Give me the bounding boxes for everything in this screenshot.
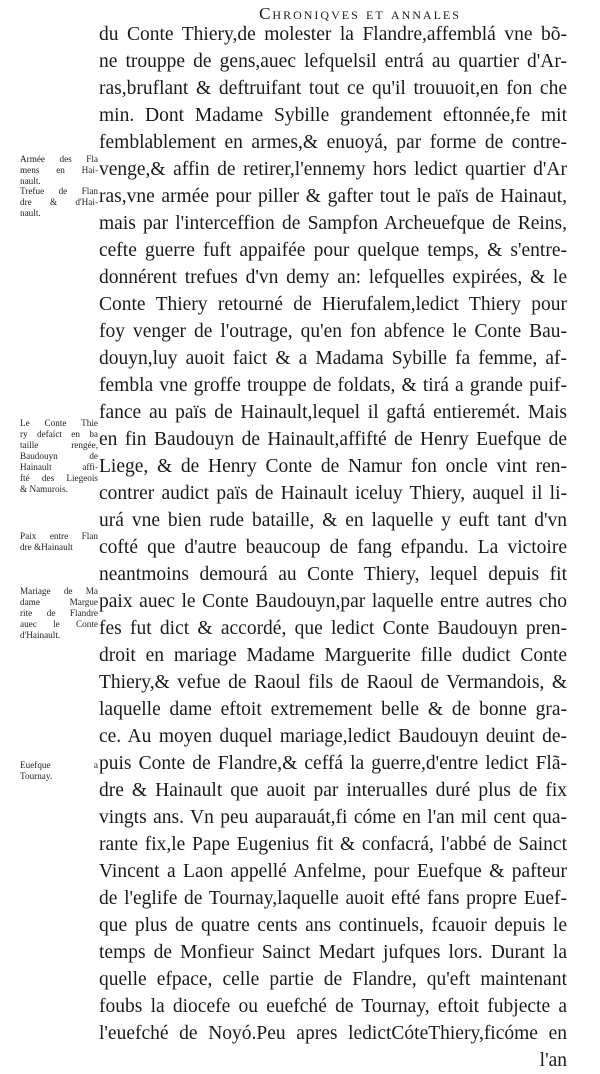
text-line: neantmoins demourá au Conte Thiery, lequel depuis fit: [99, 564, 567, 585]
text-line: ce. Au moyen duquel mariage,ledict Baudouyn deuint de-: [99, 726, 567, 747]
text-line: donnérent trefues d'vn demy an: lefquelles expirées, & le: [99, 267, 567, 288]
margin-note-line: fté des Liegeois: [20, 473, 98, 483]
text-line: cofté que d'autre beaucoup de fang efpandu. La victoire: [99, 537, 567, 558]
text-line: fes fut dict & accordé, que ledict Conte Baudouyn pren-: [99, 618, 567, 639]
text-line: vingts ans. Vn peu auparauát,fi cóme en l'an mil cent qua-: [99, 807, 567, 828]
margin-note-line: Mariage de Ma: [20, 586, 98, 596]
text-line: mais par l'interceffion de Sampfon Archeuefque de Reins,: [99, 213, 567, 234]
text-line: foubs la diocefe ou euefché de Tournay, eftoit fubjecte a: [99, 996, 567, 1017]
margin-note: [20, 760, 98, 782]
margin-note-line: mens en Hai-: [20, 165, 98, 175]
running-title: Chroniqves et annales: [259, 4, 461, 23]
text-line: ras,vne armée pour piller & gafter tout le païs de Hainaut,: [99, 186, 567, 207]
text-line: de l'eglife de Tournay,laquelle auoit efté fans propre Euef-: [99, 888, 567, 909]
main-text-block: [99, 21, 567, 1074]
text-line: rante fix,le Pape Eugenius fit & confacrá, l'abbé de Sainct: [99, 834, 567, 855]
margin-note-line: nault.: [20, 208, 41, 218]
text-line: fembla vne groffe trouppe de foldats, & tirá a grande puif-: [99, 375, 567, 396]
text-line: que plus de quatre cents ans continuels, fcauoir depuis le: [99, 915, 567, 936]
margin-note: [20, 186, 98, 219]
margin-note-line: d'Hainault.: [20, 630, 61, 640]
margin-note-line: Hainault affi-: [20, 462, 98, 472]
text-line: venge,& affin de retirer,l'ennemy hors ledict quartier d'Ar: [99, 159, 567, 180]
text-line: l'euefché de Noyó.Peu apres ledictCóteThiery,ficóme en: [99, 1023, 567, 1044]
text-line: laquelle dame eftoit extremement belle & de bonne gra-: [99, 699, 567, 720]
margin-note-line: dame Margue: [20, 597, 98, 607]
margin-note-line: dre &Hainault: [20, 542, 73, 552]
margin-note-line: dre & d'Hai-: [20, 197, 98, 207]
text-line: foy venger de l'outrage, qu'en fon abfence le Conte Bau-: [99, 321, 567, 342]
margin-note-line: nault.: [20, 176, 41, 186]
margin-note-line: Euefque a: [20, 760, 98, 770]
text-line: droit en mariage Madame Marguerite fille dudict Conte: [99, 645, 567, 666]
margin-note-line: Paix entre Flan: [20, 531, 98, 541]
margin-note-line: Armée des Fla: [20, 154, 98, 164]
margin-note-line: & Namurois.: [20, 484, 68, 494]
margin-note-line: Baudouyn de: [20, 451, 98, 461]
text-line: en fin Baudouyn de Hainault,affifté de Henry Euefque de: [99, 429, 567, 450]
margin-note-line: taille rengée,: [20, 440, 98, 450]
text-line: min. Dont Madame Sybille grandement eftonnée,fe mit: [99, 105, 567, 126]
text-line: quelle efpace, celle partie de Flandre, qu'eft maintenant: [99, 969, 567, 990]
text-line: temps de Monfieur Sainct Medart jufques lors. Durant la: [99, 942, 567, 963]
text-line: femblablement en armes,& enuoyá, par forme de contre-: [99, 132, 567, 153]
margin-note: [20, 531, 98, 553]
text-line: Thiery,& vefue de Raoul fils de Raoul de Vermandois, &: [99, 672, 567, 693]
margin-note-line: Trefue de Flan: [20, 186, 98, 196]
text-line: Liege, & de Henry Conte de Namur fon oncle vint ren-: [99, 456, 567, 477]
text-line: dre & Hainault que auoit par interualles duré plus de fix: [99, 780, 567, 801]
text-line: ras,bruflant & deftruifant tout ce qu'il trouuoit,en fon che: [99, 78, 567, 99]
margin-note: [20, 418, 98, 495]
margin-note-line: rite de Flandre: [20, 608, 98, 618]
text-line: contrer audict païs de Hainault iceluy Thiery, auquel il li-: [99, 483, 567, 504]
text-line: l'an: [539, 1050, 567, 1071]
margin-note-line: ry defaict en ba: [20, 429, 98, 439]
text-line: douyn,luy auoit faict & a Madama Sybille fa femme, af-: [99, 348, 567, 369]
text-line: paix auec le Conte Baudouyn,par laquelle entre autres cho: [99, 591, 567, 612]
text-line: Vincent a Laon appellé Anfelme, pour Euefque & pafteur: [99, 861, 567, 882]
margin-note-line: auec le Conte: [20, 619, 98, 629]
text-line: fance au païs de Hainault,lequel il gaftá entieremét. Mais: [99, 402, 567, 423]
text-line: cefte guerre fuft appaifée pour quelque temps, & s'entre-: [99, 240, 567, 261]
text-line: ne trouppe de gens,auec lefquelsil entrá au quartier d'Ar-: [99, 51, 567, 72]
margin-note: [20, 586, 98, 641]
text-line: puis Conte de Flandre,& ceffá la guerre,d'entre ledict Flã-: [99, 753, 567, 774]
text-line: Conte Thiery retourné de Hierufalem,ledict Thiery pour: [99, 294, 567, 315]
text-line: urá vne bien rude bataille, & en laquelle y euft tant d'vn: [99, 510, 567, 531]
margin-note-line: Le Conte Thie: [20, 418, 98, 428]
text-line: du Conte Thiery,de molester la Flandre,affemblá vne bõ-: [99, 24, 567, 45]
margin-note-line: Tournay.: [20, 771, 53, 781]
margin-note: [20, 154, 98, 187]
